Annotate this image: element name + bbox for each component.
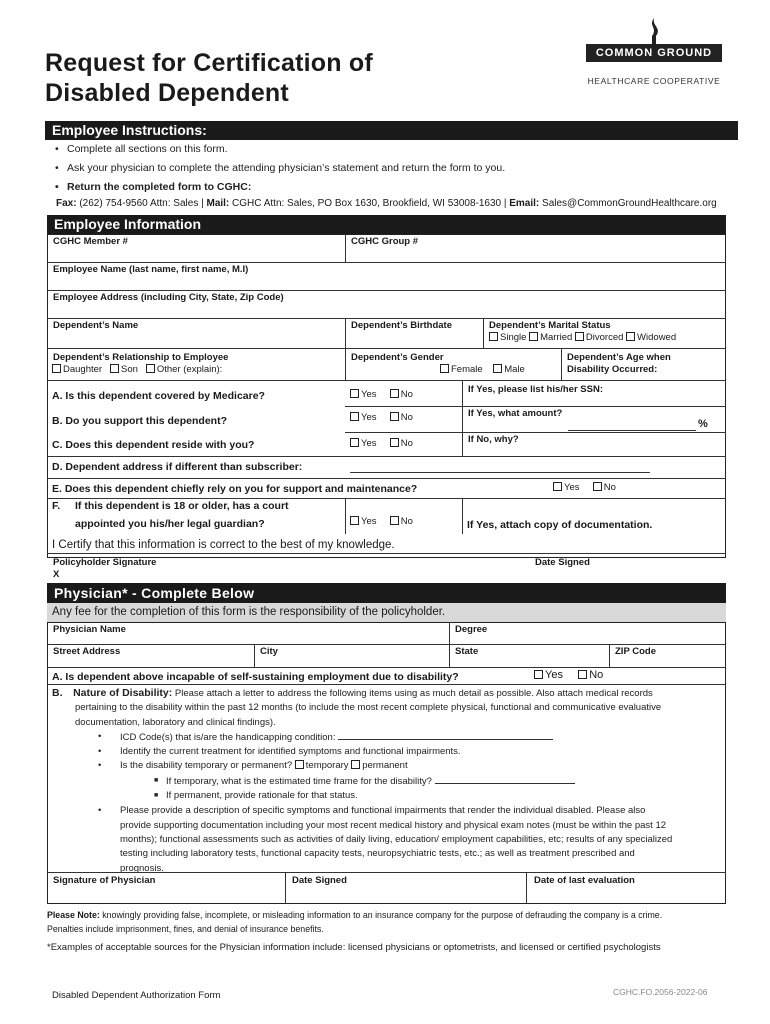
- instructions-list: [53, 140, 733, 197]
- icd-code-field[interactable]: [338, 730, 553, 740]
- form-name: Disabled Dependent Authorization Form: [52, 990, 221, 1001]
- employee-address-field[interactable]: [48, 302, 725, 317]
- question-f-line-1: If this dependent is 18 or older, has a court: [75, 500, 289, 512]
- ssn-label: If Yes, please list his/her SSN:: [468, 384, 603, 395]
- question-c-reside: C. Does this dependent reside with you?: [52, 439, 255, 451]
- nature-text-1: Please attach a letter to address the following items using as much detail as possible. Also attach medical records: [172, 688, 653, 699]
- physician-signature-label: Signature of Physician: [53, 875, 156, 886]
- incapable-no-checkbox[interactable]: [578, 670, 587, 679]
- son-checkbox[interactable]: [110, 364, 119, 373]
- relationship-other-option[interactable]: Other (explain):: [146, 364, 222, 375]
- relationship-options: [52, 364, 222, 375]
- gender-options: [440, 364, 525, 375]
- male-checkbox[interactable]: [493, 364, 502, 373]
- employee-address-label: Employee Address (including City, State, Zip Code): [53, 292, 284, 303]
- logo-wordmark: COMMON GROUND: [586, 44, 722, 62]
- ssn-field[interactable]: [464, 395, 724, 405]
- question-b-options: [350, 412, 413, 423]
- title-line-2: Disabled Dependent: [45, 79, 289, 107]
- marital-single-option[interactable]: Single: [489, 332, 526, 343]
- question-e-rely: E. Does this dependent chiefly rely on you for support and maintenance?: [52, 483, 418, 495]
- medicare-no-option[interactable]: No: [390, 389, 413, 400]
- rely-yes-checkbox[interactable]: [553, 482, 562, 491]
- city-field[interactable]: [256, 656, 448, 666]
- reside-yes-checkbox[interactable]: [350, 438, 359, 447]
- support-no-option[interactable]: No: [390, 412, 413, 423]
- treatment-bullet: • Identify the current treatment for identified symptoms and functional impairments.: [98, 746, 461, 758]
- medicare-yes-option[interactable]: Yes: [350, 389, 377, 400]
- policyholder-date-signed-label: Date Signed: [535, 557, 590, 568]
- instruction-item: • Complete all sections on this form.: [53, 140, 733, 159]
- member-number-label: CGHC Member #: [53, 236, 128, 247]
- support-amount-label: If Yes, what amount?: [468, 408, 563, 419]
- street-address-label: Street Address: [53, 646, 121, 657]
- state-field[interactable]: [451, 656, 608, 666]
- city-label: City: [260, 646, 278, 657]
- temporary-checkbox[interactable]: [295, 760, 304, 769]
- fee-note: Any fee for the completion of this form is the responsibility of the policyholder.: [47, 603, 726, 622]
- widowed-checkbox[interactable]: [626, 332, 635, 341]
- rely-no-option[interactable]: No: [593, 482, 616, 493]
- guardian-yes-checkbox[interactable]: [350, 516, 359, 525]
- incapable-no-option[interactable]: No: [578, 669, 603, 681]
- reside-no-option[interactable]: No: [390, 438, 413, 449]
- email-value: Sales@CommonGroundHealthcare.org: [542, 198, 717, 209]
- physician-question-a-options: [534, 669, 603, 681]
- incapable-yes-checkbox[interactable]: [534, 670, 543, 679]
- question-e-options: [553, 482, 616, 493]
- certify-statement: I Certify that this information is correct to the best of my knowledge.: [52, 539, 395, 551]
- question-f-line-2: appointed you his/her legal guardian?: [75, 518, 265, 530]
- dependent-address-field[interactable]: [350, 461, 650, 473]
- marital-status-label: Dependent’s Marital Status: [489, 320, 611, 331]
- physician-date-signed-label: Date Signed: [292, 875, 347, 886]
- support-yes-option[interactable]: Yes: [350, 412, 377, 423]
- return-contact-line: [56, 198, 717, 209]
- female-checkbox[interactable]: [440, 364, 449, 373]
- marital-status-options: [489, 332, 676, 343]
- description-bullet: • Please provide a description of specific symptoms and functional impairments that render the individual disabled. Please also provide supporting documentation including your most recent medical history and physical exam notes (must be within the past 12 months); functional assessments such as activities of daily living, education/ employment capabilities, etc; results of any specialized testing including laboratory tests, functional capacity tests, neuropsychiatric tests, etc.; as well as treatment prescribed and prognosis.: [98, 805, 673, 874]
- guardian-no-checkbox[interactable]: [390, 516, 399, 525]
- support-amount-field[interactable]: [568, 419, 696, 431]
- physician-name-label: Physician Name: [53, 624, 126, 635]
- last-evaluation-field[interactable]: [530, 886, 724, 903]
- permanent-checkbox[interactable]: [351, 760, 360, 769]
- physician-sources-note: *Examples of acceptable sources for the Physician information include: licensed physicians or optometrists, and licensed or certified psychologists: [47, 942, 661, 953]
- icd-bullet: • ICD Code(s) that is/are the handicapping condition:: [52, 730, 724, 745]
- fax-label: Fax:: [56, 198, 77, 209]
- dependent-name-label: Dependent’s Name: [53, 320, 139, 331]
- question-f-letter: F.: [52, 500, 61, 512]
- last-evaluation-label: Date of last evaluation: [534, 875, 635, 886]
- degree-label: Degree: [455, 624, 488, 635]
- question-d-address: D. Dependent address if different than subscriber:: [52, 461, 303, 473]
- temporary-option[interactable]: temporary: [295, 760, 349, 771]
- employee-name-field[interactable]: [48, 274, 725, 289]
- physician-signature-field[interactable]: [48, 886, 284, 903]
- relationship-daughter-option[interactable]: Daughter: [52, 364, 102, 375]
- physician-question-a: A. Is dependent above incapable of self-sustaining employment due to disability?: [52, 671, 459, 683]
- signature-x-mark: X: [53, 569, 60, 580]
- question-a-medicare: A. Is this dependent covered by Medicare?: [52, 390, 265, 402]
- question-c-options: [350, 438, 413, 449]
- marital-divorced-option[interactable]: Divorced: [575, 332, 624, 343]
- employee-instructions-heading: Employee Instructions:: [45, 121, 738, 140]
- title-line-1: Request for Certification of: [45, 49, 373, 77]
- attach-documentation-note: If Yes, attach copy of documentation.: [467, 519, 653, 531]
- medicare-no-checkbox[interactable]: [390, 389, 399, 398]
- group-number-label: CGHC Group #: [351, 236, 419, 247]
- flame-icon: [644, 18, 664, 44]
- please-note-text-2: Penalties include imprisonment, fines, and denial of insurance benefits.: [47, 924, 324, 934]
- member-number-field[interactable]: [48, 245, 344, 261]
- temp-perm-bullet: • Is the disability temporary or permanent? temporary permanent: [98, 760, 408, 772]
- guardian-yes-option[interactable]: Yes: [350, 516, 377, 527]
- nature-text-3: documentation, laboratory and clinical findings).: [75, 716, 276, 728]
- degree-field[interactable]: [451, 634, 724, 644]
- question-b-letter: B.: [52, 687, 63, 699]
- rely-no-checkbox[interactable]: [593, 482, 602, 491]
- zip-code-label: ZIP Code: [615, 646, 656, 657]
- nature-of-disability-section: [52, 686, 724, 876]
- reside-yes-option[interactable]: Yes: [350, 438, 377, 449]
- street-address-field[interactable]: [48, 656, 253, 666]
- legal-note: [47, 908, 737, 936]
- mail-label: Mail:: [206, 198, 230, 209]
- rely-yes-option[interactable]: Yes: [553, 482, 580, 493]
- employee-information-heading: Employee Information: [47, 215, 726, 234]
- group-number-field[interactable]: [346, 245, 725, 261]
- single-checkbox[interactable]: [489, 332, 498, 341]
- employee-name-label: Employee Name (last name, first name, M.I): [53, 264, 249, 275]
- percent-sign: %: [698, 418, 708, 430]
- marital-widowed-option[interactable]: Widowed: [626, 332, 676, 343]
- gender-female-option[interactable]: Female: [440, 364, 483, 375]
- mail-value: CGHC Attn: Sales, PO Box 1630, Brookfield, WI 53008-1630 |: [232, 198, 507, 209]
- nature-of-disability-title: Nature of Disability:: [73, 687, 173, 699]
- relationship-label: Dependent’s Relationship to Employee: [53, 352, 229, 363]
- dependent-birthdate-label: Dependent’s Birthdate: [351, 320, 452, 331]
- instruction-item: • Ask your physician to complete the attending physician’s statement and return the form to you.: [53, 159, 733, 178]
- permanent-option[interactable]: permanent: [351, 760, 407, 771]
- married-checkbox[interactable]: [529, 332, 538, 341]
- age-at-disability-label: Dependent’s Age when Disability Occurred:: [567, 352, 671, 375]
- please-note-text: knowingly providing false, incomplete, or misleading information to an insurance company for the purpose of defrauding the company is a crime.: [99, 910, 663, 920]
- question-f-options: [350, 516, 413, 527]
- policyholder-signature-label: Policyholder Signature: [53, 557, 157, 568]
- page-title: [45, 48, 373, 108]
- support-yes-checkbox[interactable]: [350, 412, 359, 421]
- state-label: State: [455, 646, 479, 657]
- marital-married-option[interactable]: Married: [529, 332, 572, 343]
- zip-code-field[interactable]: [611, 656, 724, 666]
- reside-why-field[interactable]: [520, 434, 724, 454]
- support-no-checkbox[interactable]: [390, 412, 399, 421]
- please-note-label: Please Note:: [47, 910, 100, 920]
- incapable-yes-option[interactable]: Yes: [534, 669, 563, 681]
- permanent-subbullet: ■ If permanent, provide rationale for that status.: [154, 790, 358, 802]
- logo-subtitle: HEALTHCARE COOPERATIVE: [587, 76, 721, 86]
- gender-label: Dependent’s Gender: [351, 352, 444, 363]
- reside-why-label: If No, why?: [468, 434, 519, 445]
- nature-text-2: pertaining to the disability within the past 12 months (to include the most recent complete physical, functional and communicative evaluative: [75, 702, 662, 714]
- fax-value: (262) 754-9560 Attn: Sales |: [79, 198, 204, 209]
- physician-heading: Physician* - Complete Below: [47, 583, 726, 603]
- gender-male-option[interactable]: Male: [493, 364, 525, 375]
- policyholder-date-field[interactable]: [531, 568, 723, 581]
- other-checkbox[interactable]: [146, 364, 155, 373]
- policyholder-signature-field[interactable]: [64, 567, 524, 581]
- medicare-yes-checkbox[interactable]: [350, 389, 359, 398]
- guardian-no-option[interactable]: No: [390, 516, 413, 527]
- common-ground-logo: [586, 18, 722, 90]
- relationship-son-option[interactable]: Son: [110, 364, 138, 375]
- daughter-checkbox[interactable]: [52, 364, 61, 373]
- question-a-options: [350, 389, 413, 400]
- email-label: Email:: [509, 198, 540, 209]
- temporary-subbullet: ■ If temporary, what is the estimated time frame for the disability?: [52, 774, 724, 789]
- form-code: CGHC.FO.2056-2022-06: [613, 987, 708, 997]
- reside-no-checkbox[interactable]: [390, 438, 399, 447]
- time-frame-field[interactable]: [435, 774, 575, 784]
- instruction-item: • Return the completed form to CGHC:: [53, 178, 733, 197]
- question-b-support: B. Do you support this dependent?: [52, 415, 227, 427]
- divorced-checkbox[interactable]: [575, 332, 584, 341]
- physician-date-field[interactable]: [288, 886, 524, 903]
